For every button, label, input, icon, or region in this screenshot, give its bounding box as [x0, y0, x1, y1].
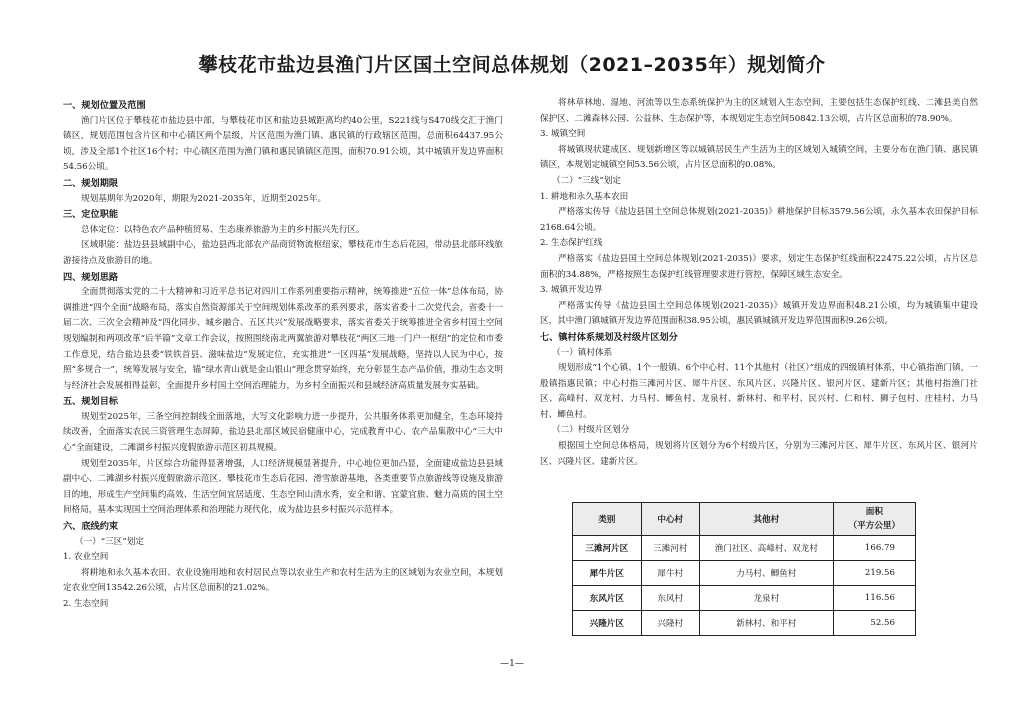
header-area-line-2: （平方公里）	[848, 521, 901, 531]
urban-space-heading: 3. 城镇空间	[540, 129, 586, 140]
agri-space-paragraph: 将耕地和永久基本农田、农业设施用地和农村居民点等以农业生产和农村生活为主的区域划为农业空间，本规划定农业空间13542.26公顷，占片区总面积的21.02%。	[63, 567, 503, 594]
zone-name: 三滩河片区	[573, 536, 642, 561]
farmland-heading: 1. 耕地和永久基本农田	[540, 191, 629, 202]
urban-boundary-heading: 3. 城镇开发边界	[540, 285, 603, 296]
village-zones-table	[572, 502, 916, 636]
section-5-heading: 五、规划目标	[63, 396, 119, 408]
section-1-paragraph: 渔门片区位于攀枝花市盐边县中部，与攀枝花市区和盐边县城距离均约40公里，S221线与S470线交汇于渔门镇区，规划范围包含片区和中心镇区两个层级，片区范围为渔门镇、惠民镇的行政辖区范围，总面积64437.95公顷，涉及全部1个社区16个村；中心镇区范围为渔门镇和惠民镇镇区范围，面积70.91公顷，其中城镇开发边界面积54.56公顷。	[63, 115, 503, 173]
section-1-heading: 一、规划位置及范围	[63, 100, 146, 111]
other-villages: 力马村、鲫鱼村	[699, 561, 833, 586]
header-area-line-1: 面积	[865, 507, 883, 517]
left-column	[63, 98, 503, 613]
other-villages: 新林村、和平村	[699, 611, 833, 636]
header-other-villages: 其他村	[699, 503, 833, 536]
eco-redline-heading: 2. 生态保护红线	[540, 238, 603, 249]
center-village: 犀牛村	[641, 561, 699, 586]
table-header-row	[573, 503, 916, 536]
zone-name: 兴隆片区	[573, 611, 642, 636]
header-category: 类别	[573, 503, 642, 536]
section-7-heading: 七、镇村体系规划及村级片区划分	[540, 331, 678, 343]
other-villages: 龙泉村	[699, 586, 833, 611]
agri-space-heading: 1. 农业空间	[63, 552, 109, 563]
section-6-heading: 六、底线约束	[63, 521, 119, 533]
right-column	[540, 96, 978, 470]
table-row	[573, 561, 916, 586]
urban-boundary-paragraph: 严格落实传导《盐边县国土空间总体规划(2021-2035)》城镇开发边界面积48.21公顷，均为城镇集中建设区，其中渔门镇城镇开发边界范围面积38.95公顷，惠民镇城镇开发边界范围面积9.26公顷。	[540, 300, 978, 327]
urban-space-paragraph: 将城镇现状建成区、规划新增区等以城镇居民生产生活为主的区域划入城镇空间，主要分布在渔门镇、惠民镇镇区，本规划定城镇空间53.56公顷，占片区总面积的0.08%。	[540, 144, 978, 171]
section-2-paragraph: 规划基期年为2020年，期限为2021-2035年，近期至2025年。	[81, 193, 327, 204]
section-4-heading: 四、规划思路	[63, 271, 119, 283]
eco-space-heading: 2. 生态空间	[63, 599, 109, 609]
section-3-heading: 三、定位职能	[63, 209, 119, 221]
header-center-village: 中心村	[641, 503, 699, 536]
zone-area: 166.79	[833, 536, 915, 561]
other-villages: 渔门社区、高峰村、双龙村	[699, 536, 833, 561]
village-zones-paragraph: 根据国土空间总体格局，规划将片区划分为6个村级片区，分别为三滩河片区、犀牛片区、东风片区、银河片区、兴隆片区、建新片区。	[540, 441, 978, 467]
page-number: —1—	[500, 659, 524, 669]
section-5-paragraph-2: 规划至2035年，片区综合功能得显著增强，人口经济规模显著提升，中心地位更加凸显，全面建成盐边县县域副中心、二滩湖乡村振兴度假旅游示范区、攀枝花市生态后花园、滑雪旅游基地，各类重要节点旅游线等设施及旅游目的地，形成生产空间集约高效、生活空间宜居适度、生态空间山清水秀，安全和谐、宜蒙宜旅、魅力高质的国土空间格局，基本实现国土空间治理体系和治理能力现代化，成为盐边县乡村振兴示范样本。	[63, 458, 503, 516]
section-4-paragraph: 全面贯彻落实党的二十大精神和习近平总书记对四川工作系列重要指示精神，统筹推进“五位一体”总体布局，协调推进“四个全面”战略布局，落实自然资源部关于空间规划体系改革的系列要求，落实省委十二次党代会，省委十一届二次、三次全会精神及“四化同步、城乡融合、五区共兴”发展战略要求，落实省委关于统筹推进全省乡村国土空间规划编制和两项改革“后半篇”文章工作会议，按照围绕南北两翼旅游对攀枝花“两区三地一门户一枢纽”的定位和市委工作意见，结合盐边县委“铁铁首县、滋味盐边”发展定位，充实推进“一区四基”发展战略，坚持以人民为中心，按照“多规合一”，统筹发展与安全，锚“绿水青山就是金山银山”理念贯穿始终，充分彰显生态产品价值，推动生态文明与经济社会发展相得益彰，全面提升乡村国土空间治理能力，为乡村全面振兴和县域经济高质量发展夯实基础。	[63, 287, 503, 391]
document-title: 攀枝花市盐边县渔门片区国土空间总体规划（2021–2035年）规划简介	[198, 54, 826, 76]
section-3-paragraph-1: 总体定位：以特色农产品种植贸易、生态康养旅游为主的乡村振兴先行区。	[81, 224, 365, 235]
section-3-paragraph-2: 区域职能：盐边县县域副中心，盐边县西北部农产品商贸物流枢纽家，攀枝花市生态后花园，带动县北部环线旅游接待点及旅游目的地。	[63, 240, 503, 266]
zone-area: 116.56	[833, 586, 915, 611]
table-row	[573, 586, 916, 611]
header-area	[833, 503, 915, 536]
center-village: 三滩河村	[641, 536, 699, 561]
section-7-subheading-1: （一）镇村体系	[552, 347, 613, 358]
section-6-subheading-1: （一）“三区”划定	[75, 536, 144, 547]
table-row	[573, 611, 916, 636]
table-row	[573, 536, 916, 561]
three-lines-subheading: （二）“三线”划定	[552, 175, 621, 186]
center-village: 东风村	[641, 586, 699, 611]
section-5-paragraph-1: 规划至2025年，三条空间控制线全面落地，大写文化影响力进一步提升，公共服务体系更加健全，生态环境持续改善，全面落实农民三资管理生态屏障，盐边县北部区域民宿健康中心，完成教育中心、农产品集散中心“三大中心”全面建设，二滩湖乡村振兴度假旅游示范区初具规模。	[63, 411, 503, 454]
eco-space-paragraph: 将林草林地、湿地、河流等以生态系统保护为主的区域划入生态空间，主要包括生态保护红线、二滩县美自然保护区、二滩森林公园、公益林、生态保护等，本规划定生态空间50842.13公顷，占片区总面积的78.90%。	[540, 98, 978, 124]
zone-area: 219.56	[833, 561, 915, 586]
section-2-heading: 二、规划期限	[63, 177, 119, 189]
section-7-subheading-2: （二）村级片区划分	[552, 425, 630, 436]
farmland-paragraph: 严格落实传导《盐边县国土空间总体规划(2021-2035)》耕地保护目标3579.56公顷，永久基本农田保护目标2168.64公顷。	[540, 207, 978, 233]
town-system-paragraph: 规划形成“1个心镇、1个一般镇、6个中心村、11个其他村（社区）”组成的四级镇村体系，中心镇指渔门镇，一般镇指惠民镇；中心村指三滩河片区、犀牛片区、东风片区、兴隆片区、银河片区、建新片区；其他村指渔门社区、高峰村、双龙村、力马村、鲫鱼村、龙泉村、新林村、和平村、民兴村、仁和村、狮子包村、庄桂村、力马村、鲫鱼村。	[540, 363, 978, 420]
zone-name: 犀牛片区	[573, 561, 642, 586]
center-village: 兴隆村	[641, 611, 699, 636]
zone-name: 东风片区	[573, 586, 642, 611]
eco-redline-paragraph: 严格落实《盐边县国土空间总体规划(2021-2035)》要求，划定生态保护红线面积22475.22公顷，占片区总面积的34.88%，严格按照生态保护红线管理要求进行管控，保障区域生态安全。	[540, 253, 978, 280]
zone-area: 52.56	[833, 611, 915, 636]
